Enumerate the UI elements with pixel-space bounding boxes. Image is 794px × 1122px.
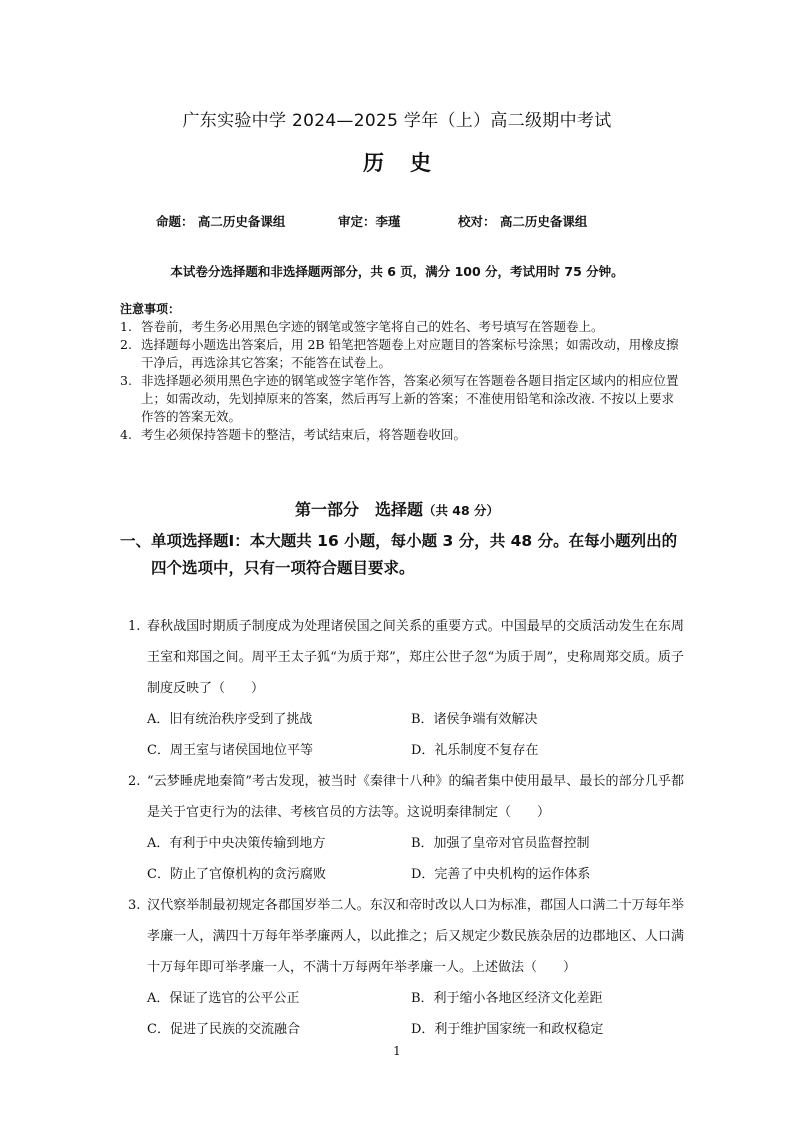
option-group	[124, 828, 684, 890]
notice-text: 选择题每小题选出答案后，用 2B 铅笔把答题卷上对应题目的答案标号涂黑；如需改动，用橡皮擦干净后，再选涂其它答案；不能答在试卷上。	[141, 337, 679, 370]
section-line-2: 四个选项中，只有一项符合题目要求。	[151, 559, 415, 577]
option-a: A．保证了选官的公平公正	[147, 991, 300, 1006]
notice-number: 4.	[120, 427, 132, 442]
part-score: （共 48 分）	[422, 503, 500, 518]
section-instructions	[120, 528, 680, 582]
option-a: A．旧有统治秩序受到了挑战	[147, 712, 313, 727]
question-list	[124, 611, 684, 1045]
question-text: “云梦睡虎地秦简”考古发现，被当时《秦律十八种》的编者集中使用最早、最长的部分几乎都是关于官吏行为的法律、考核官员的方法等。这说明秦律制定（ ）	[147, 774, 684, 820]
option-d: D．利于维护国家统一和政权稳定	[411, 1022, 604, 1037]
option-d: D．礼乐制度不复存在	[411, 743, 539, 758]
option-group	[124, 983, 684, 1045]
section-line-1: 一、单项选择题Ⅰ：本大题共 16 小题，每小题 3 分，共 48 分。在每小题列出的	[120, 532, 678, 550]
reviewer-credit: 审定：李瑾	[338, 214, 401, 229]
setter-credit: 命题： 高二历史备课组	[156, 214, 286, 229]
option-c: C．周王室与诸侯国地位平等	[147, 743, 313, 758]
option-a: A．有利于中央决策传输到地方	[147, 836, 326, 851]
question-item	[124, 611, 684, 766]
option-group	[124, 704, 684, 766]
notice-list	[120, 318, 680, 444]
question-text: 春秋战国时期质子制度成为处理诸侯国之间关系的重要方式。中国最早的交质活动发生在东周王室和郑国之间。周平王太子狐“为质于郑”，郑庄公世子忽“为质于周”，史称周郑交质。质子制度反映了（ ）	[147, 619, 684, 696]
notice-item	[120, 372, 680, 426]
option-b: B．利于缩小各地区经济文化差距	[411, 991, 603, 1006]
option-c: C．促进了民族的交流融合	[147, 1022, 300, 1037]
question-stem	[124, 611, 684, 704]
part-title	[0, 497, 794, 520]
notice-text: 非选择题必须用黑色字迹的钢笔或签字笔作答，答案必须写在答题卷各题目指定区域内的相应位置上；如需改动，先划掉原来的答案，然后再写上新的答案；不准使用铅笔和涂改液. 不按以上要求作答的答案无效。	[141, 373, 679, 424]
proofreader-credit: 校对： 高二历史备课组	[458, 214, 588, 229]
question-item	[124, 766, 684, 890]
question-number: 3.	[128, 898, 141, 913]
exam-intro: 本试卷分选择题和非选择题两部分，共 6 页，满分 100 分，考试用时 75 分钟。	[170, 264, 624, 279]
exam-title: 广东实验中学 2024—2025 学年（上）高二级期中考试	[182, 111, 612, 131]
notice-item	[120, 426, 680, 444]
notice-text: 考生必须保持答题卡的整洁，考试结束后，将答题卷收回。	[141, 427, 467, 442]
notice-number: 1.	[120, 319, 132, 334]
question-number: 1.	[128, 619, 141, 634]
option-d: D．完善了中央机构的运作体系	[411, 867, 591, 882]
question-text: 汉代察举制最初规定各郡国岁举二人。东汉和帝时改以人口为标准，郡国人口满二十万每年举孝廉一人，满四十万每年举孝廉两人，以此推之；后又规定少数民族杂居的边郡地区、人口满十万每年即可举孝廉一人，不满十万每两年举孝廉一人。上述做法（ ）	[147, 898, 684, 975]
option-b: B．诸侯争端有效解决	[411, 712, 538, 727]
notice-heading: 注意事项：	[120, 302, 181, 316]
notice-number: 3.	[120, 373, 132, 388]
option-b: B．加强了皇帝对官员监督控制	[411, 836, 590, 851]
subject-title: 历史	[363, 151, 457, 175]
page-number: 1	[393, 1044, 401, 1058]
question-number: 2.	[128, 774, 141, 789]
option-c: C．防止了官僚机构的贪污腐败	[147, 867, 326, 882]
question-item	[124, 890, 684, 1045]
question-stem	[124, 766, 684, 828]
notice-item	[120, 336, 680, 372]
part-name: 第一部分 选择题	[294, 500, 423, 519]
notice-number: 2.	[120, 337, 132, 352]
notice-text: 答卷前，考生务必用黑色字迹的钢笔或签字笔将自己的姓名、考号填写在答题卷上。	[141, 319, 604, 334]
notice-item	[120, 318, 680, 336]
question-stem	[124, 890, 684, 983]
